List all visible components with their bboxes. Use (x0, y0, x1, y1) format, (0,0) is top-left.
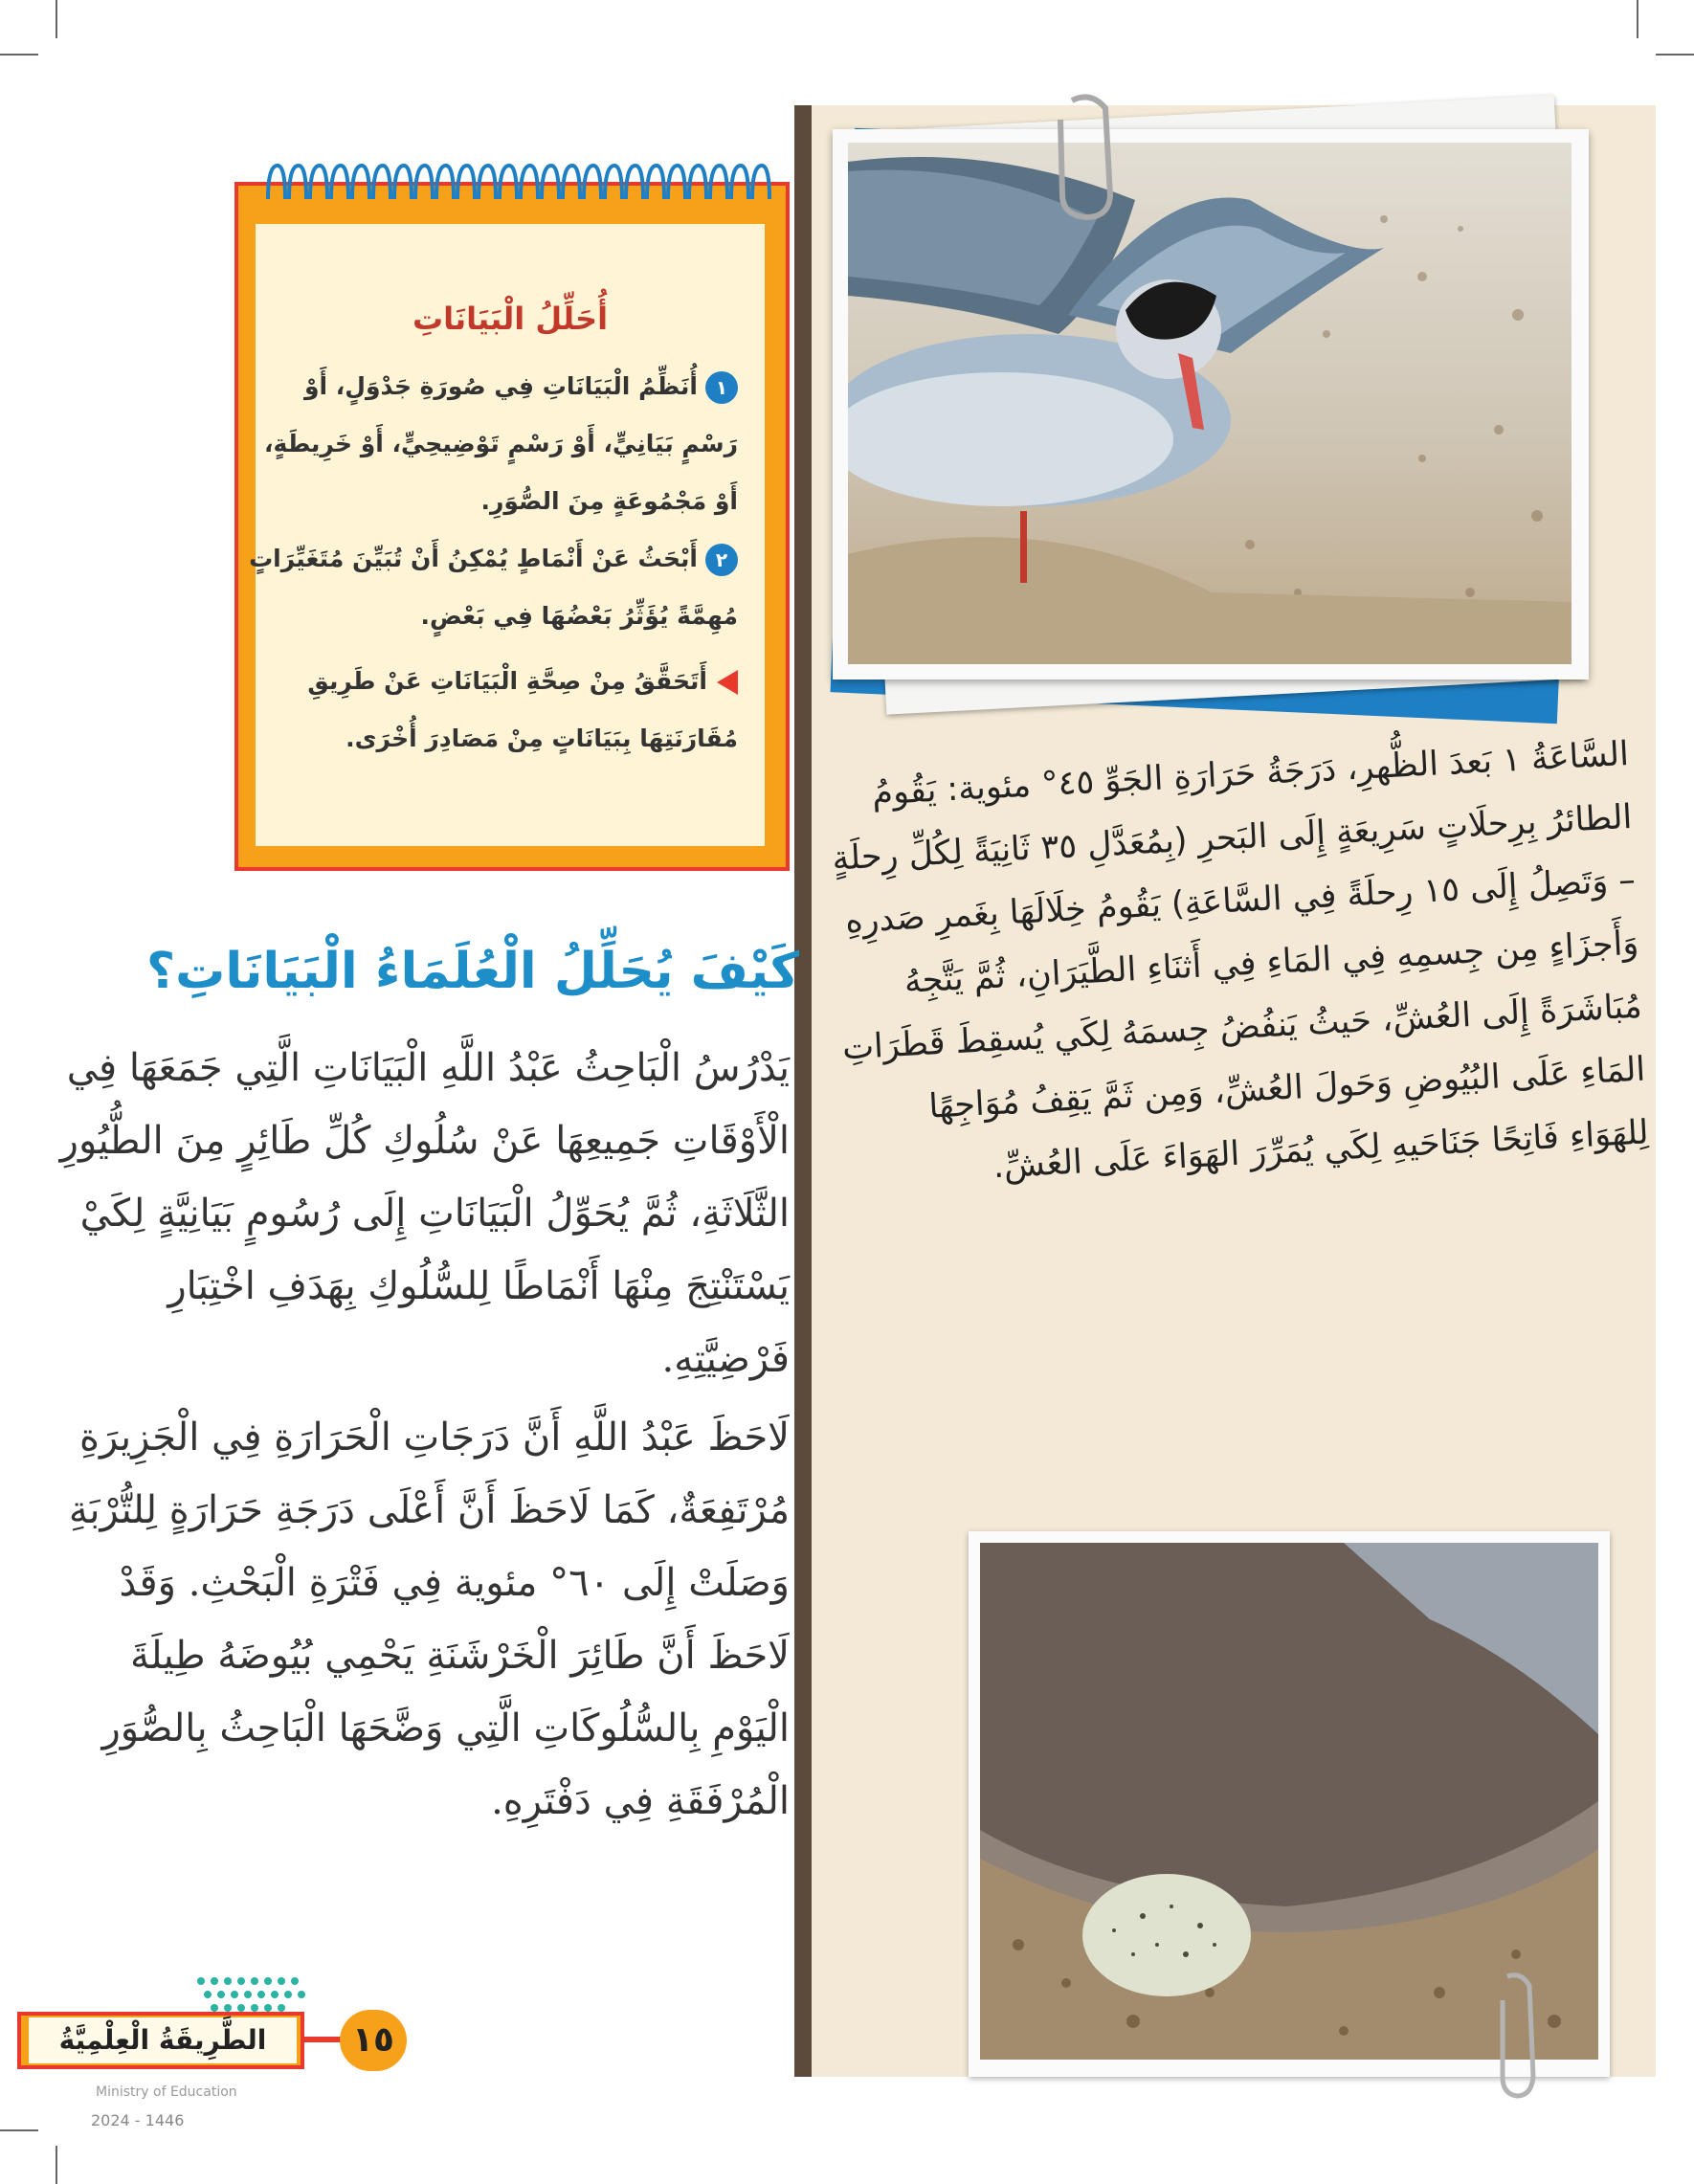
paragraph-text: يَدْرُسُ الْبَاحِثُ عَبْدُ اللَّهِ الْبَيَانَاتِ الَّتِي جَمَعَهَا فِي الْأَوْقَاتِ جَمِيعِهَا عَنْ سُلُوكِ كُلِّ طَائِرٍ مِنَ الطُّيُورِ الثَّلَاثَةِ، ثُمَّ يُحَوِّلُ الْبَيَانَاتِ إِلَى رُسُومٍ بَيَانِيَّةٍ لِكَيْ يَسْتَنْتِجَ مِنْهَا أَنْمَاطًا لِلسُّلُوكِ بِهَدَفِ اخْتِبَارِ فَرْضِيَّتِهِ. (59, 1046, 790, 1381)
skill-box (234, 182, 790, 871)
skill-item-text: أَبْحَثُ عَنْ أَنْمَاطٍ يُمْكِنُ أَنْ تُبَيِّنَ مُتَغَيِّرَاتٍ مُهِمَّةً يُؤَثِّرُ بَعْضُهَا فِي بَعْضٍ. (249, 545, 738, 630)
paragraph-text: لَاحَظَ عَبْدُ اللَّهِ أَنَّ دَرَجَاتِ الْحَرَارَةِ فِي الْجَزِيرَةِ مُرْتَفِعَةٌ، كَمَا لَاحَظَ أَنَّ أَعْلَى دَرَجَةِ حَرَارَةٍ لِلتُّرْبَةِ وَصَلَتْ إِلَى ٦٠° مئوية فِي فَتْرَةِ الْبَحْثِ. وَقَدْ لَاحَظَ أَنَّ طَائِرَ الْخَرْشَنَةِ يَحْمِي بُيُوضَهُ طِيلَةَ الْيَوْمِ بِالسُّلُوكَاتِ الَّتِي وَضَّحَهَا الْبَاحِثُ بِالصُّوَرِ الْمُرْفَقَةِ فِي دَفْتَرِهِ. (68, 1415, 790, 1823)
spiral-binding-icon (258, 161, 775, 209)
notebook-note-text: السَّاعَةُ ١ بَعدَ الظُّهرِ، دَرَجَةُ حَرَارَةِ الجَوِّ ٤٥° مئوية: يَقُومُ الطائرُ بِرِحلَاتٍ سَرِيعَةٍ إِلَى البَحرِ (بِمُعَدَّلِ ٣٥ ثَانِيَةً لِكُلِّ رِحلَةٍ – وَتَصِلُ إِلَى ١٥ رِحلَةً فِي السَّاعَةِ) يَقُومُ خِلَالَهَا بِغَمرِ صَدرِهِ وَأَجزَاءٍ مِن جِسمِهِ فِي المَاءِ فِي أَثنَاءِ الطَّيَرَانِ، ثُمَّ يَتَّجِهُ مُبَاشَرَةً إِلَى العُشِّ، حَيثُ يَنفُضُ جِسمَهُ لِكَي يُسقِطَ قَطَرَاتِ المَاءِ عَلَى البُيُوضِ وَحَولَ العُشِّ، وَمِن ثَمَّ يَقِفُ مُوَاجِهًا لِلهَوَاءِ فَاتِحًا جَنَاحَيهِ لِكَي يُمَرِّرَ الهَوَاءَ عَلَى العُشِّ. (831, 734, 1650, 1187)
crop-mark (0, 54, 38, 56)
step-number-badge: ١ (705, 371, 738, 404)
tern-illustration (848, 143, 1571, 664)
crop-mark (1656, 54, 1694, 56)
skill-item-3 (240, 653, 738, 768)
ministry-label: Ministry of Education (96, 2084, 237, 2100)
crop-mark (1637, 0, 1638, 38)
paragraph-1 (43, 1032, 790, 1395)
chapter-title: الطَّرِيقَةُ الْعِلْمِيَّةُ (29, 2017, 297, 2063)
triangle-bullet-icon (717, 670, 738, 695)
skill-box-panel (249, 224, 765, 846)
skill-box-title: أُحَلِّلُ الْبَيَانَاتِ (412, 301, 609, 337)
notebook-note (823, 723, 1650, 1187)
skill-item-text: أُنَظِّمُ الْبَيَانَاتِ فِي صُورَةِ جَدْوَلٍ، أَوْ رَسْمٍ بَيَانِيٍّ، أَوْ رَسْمٍ تَوْضِيحِيٍّ، أَوْ خَرِيطَةٍ، أَوْ مَجْمُوعَةٍ مِنَ الصُّوَرِ. (264, 372, 738, 515)
section-heading: كَيْفَ يُحَلِّلُ الْعُلَمَاءُ الْبَيَانَاتِ؟ (145, 943, 799, 1000)
page-number: ١٥ (340, 2010, 407, 2071)
crop-mark (56, 2146, 57, 2184)
skill-item-1 (240, 358, 738, 530)
crop-mark (0, 2129, 38, 2131)
paragraph-2 (43, 1401, 790, 1838)
tern-photo (833, 129, 1589, 680)
edition-year: 2024 - 1446 (91, 2111, 185, 2129)
skill-item-2 (240, 530, 738, 645)
paperclip-icon (1043, 91, 1129, 225)
crop-mark (56, 0, 57, 38)
notebook-binding (794, 105, 812, 2077)
paperclip-icon (1493, 1972, 1550, 2106)
skill-item-text: أَتَحَقَّقُ مِنْ صِحَّةِ الْبَيَانَاتِ عَنْ طَرِيقِ مُقَارَنَتِهَا بِبَيَانَاتٍ مِنْ مَصَادِرَ أُخْرَى. (307, 667, 738, 752)
step-number-badge: ٢ (705, 544, 738, 576)
